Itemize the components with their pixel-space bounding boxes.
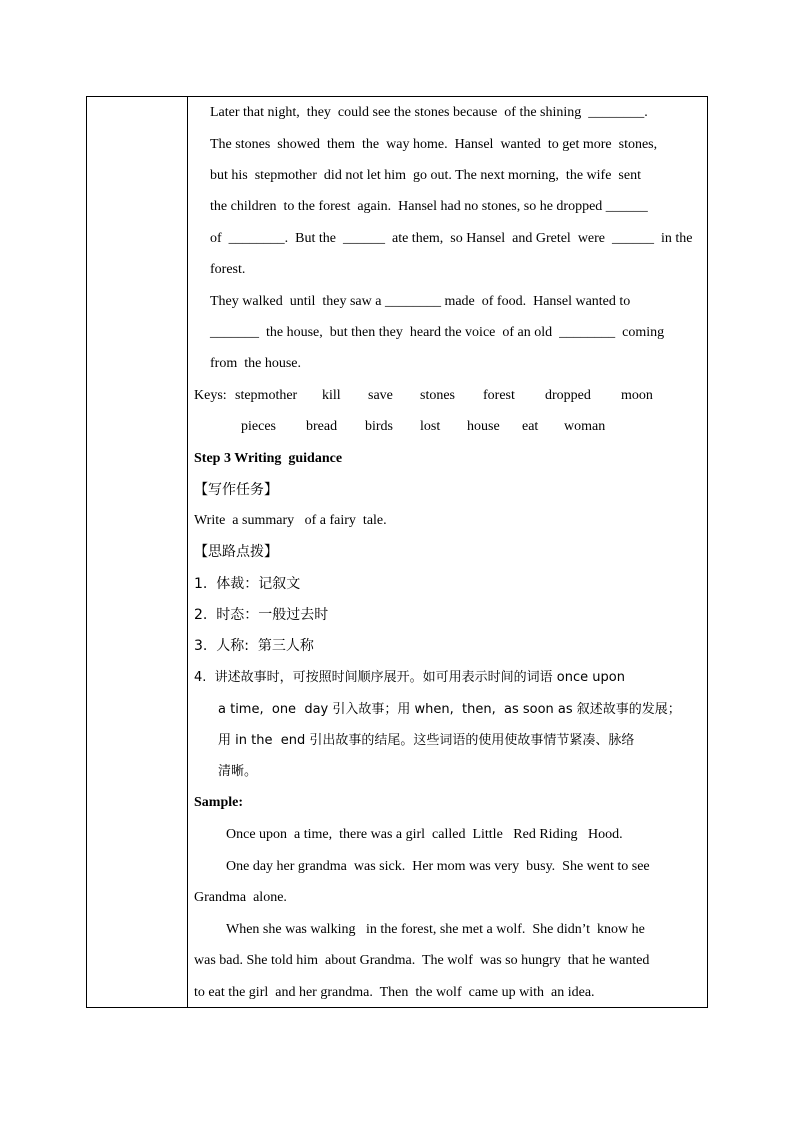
tip-item: 用 in the end 引出故事的结尾。这些词语的使用使故事情节紧凑、脉络 [218,733,635,748]
story-line: the children to the forest again. Hansel had no stones, so he dropped ______ [210,199,648,214]
sample-line: was bad. She told him about Grandma. The wolf was so hungry that he wanted [194,953,650,968]
sample-label: Sample: [194,795,243,810]
key-word: kill [322,388,341,403]
tip-item: a time, one day 引入故事；用 when, then, as soon as 叙述故事的发展； [218,702,681,717]
tip-item: 清晰。 [218,764,258,779]
key-word: bread [306,419,338,434]
tip-item: 4. 讲述故事时，可按照时间顺序展开。如可用表示时间的词语 once upon [194,670,625,685]
story-line: The stones showed them the way home. Hansel wanted to get more stones, [210,137,658,152]
sample-line: to eat the girl and her grandma. Then the wolf came up with an idea. [194,985,595,1000]
key-word: house [467,419,500,434]
key-word: stepmother [235,388,298,403]
key-word: pieces [241,419,276,434]
sample-line: Once upon a time, there was a girl called Little Red Riding Hood. [226,827,623,842]
task-text: Write a summary of a fairy tale. [194,513,387,528]
key-word: eat [522,419,539,434]
key-word: birds [365,419,393,434]
story-line: They walked until they saw a ________ made of food. Hansel wanted to [210,294,631,309]
key-word: woman [564,419,606,434]
task-label: 【写作任务】 [194,482,278,498]
key-word: dropped [545,388,591,403]
sample-line: Grandma alone. [194,890,287,905]
key-word: stones [420,388,455,403]
key-word: forest [483,388,515,403]
tips-label: 【思路点拨】 [194,544,278,560]
keys-label: Keys: [194,388,227,403]
story-line: _______ the house, but then they heard the voice of an old ________ coming [210,325,665,340]
story-line: but his stepmother did not let him go out. The next morning, the wife sent [210,168,641,183]
story-line: of ________. But the ______ ate them, so Hansel and Gretel were ______ in the [210,231,693,246]
tip-item: 2. 时态：一般过去时 [194,607,329,623]
story-line: Later that night, they could see the stones because of the shining ________. [210,105,648,120]
sample-line: One day her grandma was sick. Her mom was very busy. She went to see [226,859,650,874]
key-word: moon [621,388,653,403]
key-word: lost [420,419,441,434]
tip-item: 1. 体裁：记叙文 [194,576,301,592]
tip-item: 3. 人称: 第三人称 [194,638,314,654]
story-line: forest. [210,262,246,277]
story-line: from the house. [210,356,301,371]
sample-line: When she was walking in the forest, she met a wolf. She didn’t know he [226,922,645,937]
column-divider [187,97,188,1007]
step3-heading: Step 3 Writing guidance [194,451,343,466]
key-word: save [368,388,393,403]
